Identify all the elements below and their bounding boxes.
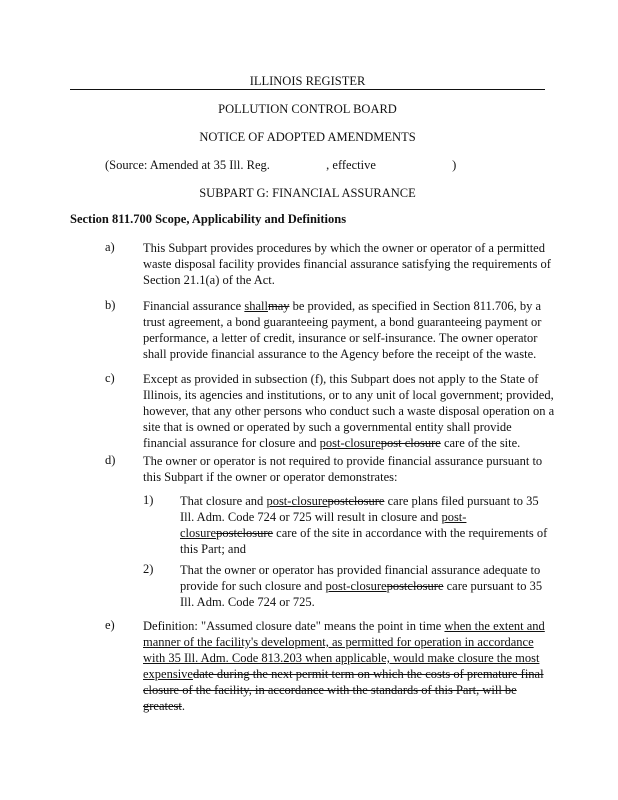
subitem-label-1: 1) [143,493,154,507]
subitem-2-text [180,562,542,610]
text-line: Ill. Adm. Code 724 or 725. [180,595,315,609]
item-label-a: a) [105,240,115,254]
deleted-text: postclosure [327,494,385,508]
inserted-text: with 35 Ill. Adm. Code 813.203 when applicable, would make closure the most [143,651,540,665]
deleted-text: may [267,299,290,313]
inserted-text: post-closure [319,436,381,450]
inserted-text: shall [244,299,268,313]
deleted-text: postclosure [386,579,444,593]
text-line [143,682,545,698]
item-label-e: e) [105,618,115,632]
deleted-text: closure of the facility, in accordance with the standards of this Part, will be [143,683,517,697]
subpart-title: SUBPART G: FINANCIAL ASSURANCE [199,186,416,200]
text-line: performance, a letter of credit, insurance or self-insurance. The owner operator [143,331,538,345]
deleted-text: greatest [143,699,182,713]
text-line: trust agreement, a bond guaranteeing payment, a bond guaranteeing payment or [143,315,542,329]
subitem-label-2: 2) [143,562,154,576]
text-line: site that is owned or operated by such a governmental entity shall provide [143,420,512,434]
header-rule [70,89,545,90]
text-line: however, that any other persons who conduct such a waste disposal operation on a [143,404,555,418]
text-line: waste disposal facility provides financial assurance satisfying the requirements of [143,257,551,271]
item-d-text [143,453,542,485]
text-line: provide for such closure and post-closurepostclosure care pursuant to 35 [180,579,543,593]
item-label-b: b) [105,298,116,312]
text-line: financial assurance for closure and post-closurepost closure care of the site. [143,436,521,450]
inserted-text: post-closure [266,494,328,508]
text-line: this Subpart if the owner or operator demonstrates: [143,470,398,484]
notice-title: NOTICE OF ADOPTED AMENDMENTS [199,130,416,144]
source-note [105,158,456,173]
text-line: Financial assurance shallmay be provided, as specified in Section 811.706, by a [143,299,542,313]
text-line: The owner or operator is not required to provide financial assurance pursuant to [143,454,543,468]
item-a-text [143,240,551,288]
item-c-text [143,371,554,451]
inserted-text: manner of the facility's development, as permitted for operation in accordance [143,635,534,649]
text-line: closurepostclosure care of the site in accordance with the requirements of [180,526,548,540]
inserted-text: post- [441,510,467,524]
text-line [143,634,545,650]
inserted-text: when the extent and [444,619,545,633]
source-close: ) [452,158,457,172]
text-line [143,666,545,682]
item-b-text [143,298,541,362]
subitem-1-text [180,493,547,557]
deleted-text: post closure [380,436,441,450]
text-line: This Subpart provides procedures by which the owner or operator of a permitted [143,241,545,255]
register-title: ILLINOIS REGISTER [249,74,366,88]
text-line: this Part; and [180,542,246,556]
item-label-c: c) [105,371,115,385]
text-line: Illinois, its agencies and institutions, or to any unit of local government; provided, [143,388,554,402]
text-line: Ill. Adm. Code 724 or 725 will result in closure and post- [180,510,467,524]
text-line: That closure and post-closurepostclosure care plans filed pursuant to 35 [180,494,539,508]
source-effective: , effective [326,158,376,172]
agency-title: POLLUTION CONTROL BOARD [218,102,397,116]
text-line: shall provide financial assurance to the Agency before the receipt of the waste. [143,347,537,361]
section-title: Section 811.700 Scope, Applicability and Definitions [70,212,347,226]
text-line: Definition: "Assumed closure date" means the point in time when the extent and [143,619,545,633]
inserted-text: expensive [143,667,193,681]
text-line: Section 21.1(a) of the Act. [143,273,275,287]
deleted-text: postclosure [216,526,274,540]
deleted-text: date during the next permit term on which the costs of premature final [192,667,544,681]
text-line: Except as provided in subsection (f), this Subpart does not apply to the State of [143,372,539,386]
item-e-text [143,618,545,714]
item-label-d: d) [105,453,116,467]
inserted-text: post-closure [325,579,387,593]
inserted-text: closure [180,526,217,540]
source-prefix: (Source: Amended at 35 Ill. Reg. [105,158,270,172]
text-line: greatest. [143,699,185,713]
text-line [143,650,545,666]
text-line: That the owner or operator has provided financial assurance adequate to [180,563,541,577]
